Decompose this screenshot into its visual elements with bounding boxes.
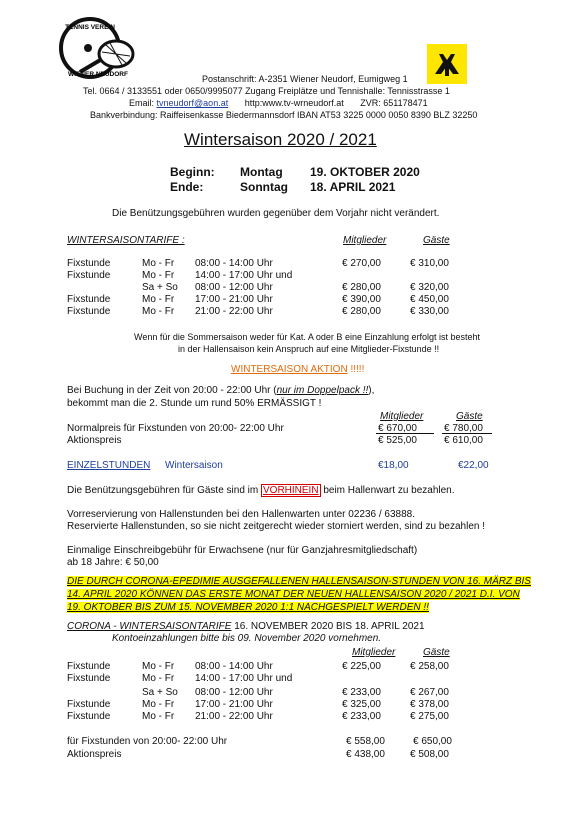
einzel-guests: €22,00 [458,460,489,471]
tarife-row-members: € 280,00 [342,282,381,293]
tarife-row-guests: € 450,00 [410,294,449,305]
corona-row-guests: € 275,00 [410,711,449,722]
summer-note-1: Wenn für die Sommersaison weder für Kat. A oder B eine Einzahlung erfolgt ist besteht [134,332,481,342]
corona-aktion-members: € 438,00 [346,749,385,760]
tarife-row-members: € 390,00 [342,294,381,305]
end-date: 18. APRIL 2021 [310,180,396,194]
unchanged-note: Die Benützungsgebühren wurden gegenüber dem Vorjahr nicht verändert. [112,208,440,219]
corona-row-members: € 325,00 [342,699,381,710]
tarife-row-type: Fixstunde [67,306,111,317]
guest-pay-a: Die Benützungsgebühren für Gäste sind im [67,485,261,496]
tarife-row-type: Fixstunde [67,270,111,281]
corona-row-guests: € 267,00 [410,687,449,698]
corona-row-members: € 233,00 [342,687,381,698]
postal-address: Postanschrift: A-2351 Wiener Neudorf, Eumigweg 1 [202,74,408,84]
tarife-row-time: 14:00 - 17:00 Uhr und [195,270,293,281]
website[interactable]: http:www.tv-wrneudorf.at [244,98,344,108]
zvr-number: ZVR: 651178471 [360,98,428,108]
corona-tarife-heading-wrap [67,621,425,632]
aktion-line-1 [67,385,374,396]
end-label: Ende: [170,180,204,194]
corona-note-line: 14. APRIL 2020 KÖNNEN DAS ERSTE MONAT DER NEUEN HALLENSAISON 2020 / 2021 D.I. VON [67,589,520,600]
corona-row-type: Fixstunde [67,699,111,710]
logo-top-text: TENNIS VEREIN [65,24,115,31]
aktion-normal-label: Normalpreis für Fixstunden von 20:00- 22:00 Uhr [67,423,284,434]
begin-day: Montag [240,165,283,179]
einzel-members: €18,00 [378,460,409,471]
corona-row-members: € 225,00 [342,661,381,672]
tarife-row-time: 08:00 - 14:00 Uhr [195,258,273,269]
aktion-normal-members: € 670,00 [378,423,417,434]
corona-row-type: Fixstunde [67,711,111,722]
fee-line-2: ab 18 Jahre: € 50,00 [67,557,159,568]
corona-row-type: Fixstunde [67,673,111,684]
corona-aktion-label: Aktionspreis [67,749,122,760]
corona-row-time: 21:00 - 22:00 Uhr [195,711,273,722]
corona-row-time: 08:00 - 12:00 Uhr [195,687,273,698]
corona-row-days: Mo - Fr [142,711,175,722]
tarife-row-members: € 280,00 [342,306,381,317]
aktion-line-1b: nur im Doppelpack !! [276,385,369,396]
tarife-row-type: Fixstunde [67,258,111,269]
email-line [129,98,428,108]
corona-row-guests: € 378,00 [410,699,449,710]
tarife-row-time: 21:00 - 22:00 Uhr [195,306,273,317]
corona-col-members: Mitglieder [352,647,396,658]
email-link[interactable]: tvneudorf@aon.at [156,98,229,108]
email-label: Email: [129,98,157,108]
aktion-divider-members [376,433,434,434]
tarife-col-members: Mitglieder [343,235,387,246]
corona-normal-label: für Fixstunden von 20:00- 22:00 Uhr [67,736,228,747]
corona-row-members: € 233,00 [342,711,381,722]
begin-date: 19. OKTOBER 2020 [310,165,420,179]
tarife-row-days: Mo - Fr [142,270,175,281]
corona-row-time: 14:00 - 17:00 Uhr und [195,673,293,684]
aktion-line-1a: Bei Buchung in der Zeit von 20:00 - 22:00 Uhr ( [67,385,277,396]
corona-row-days: Mo - Fr [142,661,175,672]
aktion-heading-wrap [231,364,364,375]
aktion-col-members: Mitglieder [380,411,424,422]
corona-tarife-period: 16. NOVEMBER 2020 BIS 18. APRIL 2021 [231,621,425,632]
reserve-line-2: Reservierte Hallenstunden, so sie nicht zeitgerecht wieder storniert werden, sind zu bezahlen ! [67,521,485,532]
contact-line: Tel. 0664 / 3133551 oder 0650/9995077 Zugang Freiplätze und Tennishalle: Tennisstrasse 1 [83,86,450,96]
einzel-season: Wintersaison [165,460,223,471]
tarife-row-days: Mo - Fr [142,258,175,269]
guest-pay-c: beim Hallenwart zu bezahlen. [320,485,455,496]
aktion-col-guests: Gäste [456,411,483,422]
corona-row-days: Mo - Fr [142,673,175,684]
reserve-line-1: Vorreservierung von Hallenstunden bei den Hallenwarten unter 02236 / 63888. [67,509,416,520]
corona-row-type: Fixstunde [67,661,111,672]
tarife-row-days: Mo - Fr [142,294,175,305]
club-logo [58,14,140,82]
raiffeisen-logo [427,44,467,84]
aktion-line-2: bekommt man die 2. Stunde um rund 50% ERMÄSSIGT ! [67,398,322,409]
tarife-row-guests: € 330,00 [410,306,449,317]
tarife-row-guests: € 310,00 [410,258,449,269]
fee-line-1: Einmalige Einschreibgebühr für Erwachsene (nur für Ganzjahresmitgliedschaft) [67,545,418,556]
corona-note-line: DIE DURCH CORONA-EPEDIMIE AUSGEFALLENEN HALLENSAISON-STUNDEN VON 16. MÄRZ BIS [67,576,531,587]
logo-bottom-text: WIENER NEUDORF [68,71,128,78]
aktion-line-1c: ), [368,385,375,396]
tarife-row-time: 17:00 - 21:00 Uhr [195,294,273,305]
corona-normal-members: € 558,00 [346,736,385,747]
tarife-row-days: Sa + So [142,282,178,293]
guest-pay-emphasis: VORHINEIN [263,485,319,496]
end-day: Sonntag [240,180,288,194]
page-title: Wintersaison 2020 / 2021 [184,130,377,149]
corona-row-days: Mo - Fr [142,699,175,710]
corona-tarife-heading: CORONA - WINTERSAISONTARIFE [67,621,232,632]
einzel-label: EINZELSTUNDEN [67,460,151,471]
tarife-row-members: € 270,00 [342,258,381,269]
corona-tarife-sub: Kontoeinzahlungen bitte bis 09. November 2020 vornehmen. [112,633,382,644]
guest-pay-note [67,485,455,496]
aktion-divider-guests [442,433,492,434]
corona-row-days: Sa + So [142,687,178,698]
corona-normal-guests: € 650,00 [413,736,452,747]
corona-row-time: 17:00 - 21:00 Uhr [195,699,273,710]
aktion-exclaim: !!!!! [347,364,365,375]
corona-row-time: 08:00 - 14:00 Uhr [195,661,273,672]
corona-row-guests: € 258,00 [410,661,449,672]
corona-col-guests: Gäste [423,647,450,658]
tarife-heading: WINTERSAISONTARIFE : [67,235,185,246]
tarife-row-days: Mo - Fr [142,306,175,317]
tarife-row-type: Fixstunde [67,294,111,305]
aktion-normal-guests: € 780,00 [444,423,483,434]
corona-aktion-guests: € 508,00 [410,749,449,760]
tarife-row-time: 08:00 - 12:00 Uhr [195,282,273,293]
corona-note-line: 19. OKTOBER BIS ZUM 15. NOVEMBER 2020 1:1 NACHGESPIELT WERDEN !! [67,602,429,613]
aktion-heading: WINTERSAISON AKTION [231,364,348,375]
tarife-col-guests: Gäste [423,235,450,246]
begin-label: Beginn: [170,165,215,179]
aktion-price-guests: € 610,00 [444,435,483,446]
aktion-price-label: Aktionspreis [67,435,122,446]
summer-note-2: in der Hallensaison kein Anspruch auf eine Mitglieder-Fixstunde !! [178,344,440,354]
tarife-row-guests: € 320,00 [410,282,449,293]
bank-details: Bankverbindung: Raiffeisenkasse Biedermannsdorf IBAN AT53 3225 0000 0050 8390 BLZ 32250 [90,110,478,120]
aktion-price-members: € 525,00 [378,435,417,446]
